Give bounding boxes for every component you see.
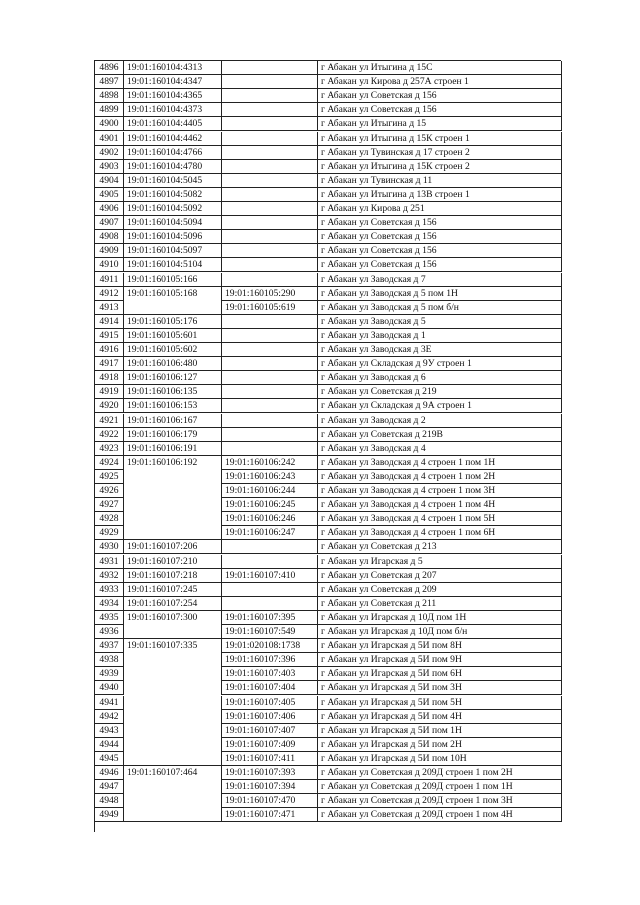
row-number: 4931 — [95, 555, 124, 569]
table-row — [95, 75, 562, 89]
row-number: 4899 — [95, 103, 124, 117]
address: г Абакан ул Советская д 156 — [318, 244, 562, 258]
address: г Абакан ул Советская д 209Д строен 1 пом 4Н — [318, 808, 562, 822]
cadastral-number — [124, 794, 222, 808]
row-number: 4949 — [95, 808, 124, 822]
cadastral-number: 19:01:160104:4365 — [124, 89, 222, 103]
cadastral-number: 19:01:160104:5082 — [124, 188, 222, 202]
cadastral-number: 19:01:160106:153 — [124, 399, 222, 413]
address: г Абакан ул Складская д 9У строен 1 — [318, 357, 562, 371]
address: г Абакан ул Игарская д 5И пом 8Н — [318, 639, 562, 653]
cadastral-number: 19:01:160107:464 — [124, 766, 222, 780]
table-row — [95, 470, 562, 484]
cadastral-number: 19:01:160106:179 — [124, 428, 222, 442]
row-number: 4930 — [95, 540, 124, 554]
address: г Абакан ул Тувинская д 11 — [318, 174, 562, 188]
object-number — [222, 428, 318, 442]
object-number — [222, 258, 318, 272]
table-row — [95, 681, 562, 695]
object-number: 19:01:160107:396 — [222, 653, 318, 667]
table-row — [95, 273, 562, 287]
cadastral-number: 19:01:160104:4373 — [124, 103, 222, 117]
table-row — [95, 230, 562, 244]
object-number — [222, 343, 318, 357]
cadastral-number — [124, 710, 222, 724]
object-number: 19:01:160105:619 — [222, 301, 318, 315]
row-number: 4907 — [95, 216, 124, 230]
object-number — [222, 160, 318, 174]
table-row — [95, 301, 562, 315]
table-row — [95, 343, 562, 357]
address: г Абакан ул Заводская д 7 — [318, 273, 562, 287]
cadastral-number: 19:01:160104:5092 — [124, 202, 222, 216]
object-number — [222, 244, 318, 258]
table-row — [95, 414, 562, 428]
object-number — [222, 442, 318, 456]
row-number: 4928 — [95, 512, 124, 526]
object-number — [222, 89, 318, 103]
table-row — [95, 216, 562, 230]
object-number: 19:01:160106:246 — [222, 512, 318, 526]
row-number: 4922 — [95, 428, 124, 442]
row-number: 4905 — [95, 188, 124, 202]
address: г Абакан ул Игарская д 10Д пом 1Н — [318, 611, 562, 625]
object-number — [222, 385, 318, 399]
row-number: 4938 — [95, 653, 124, 667]
object-number: 19:01:160107:411 — [222, 752, 318, 766]
row-number: 4921 — [95, 414, 124, 428]
cadastral-number: 19:01:160104:5097 — [124, 244, 222, 258]
row-number: 4903 — [95, 160, 124, 174]
object-number: 19:01:160107:407 — [222, 724, 318, 738]
table-row — [95, 780, 562, 794]
table-row — [95, 625, 562, 639]
address: г Абакан ул Складская д 9А строен 1 — [318, 399, 562, 413]
row-number: 4945 — [95, 752, 124, 766]
table-row — [95, 456, 562, 470]
object-number: 19:01:160106:243 — [222, 470, 318, 484]
object-number — [222, 555, 318, 569]
object-number — [222, 273, 318, 287]
cadastral-number: 19:01:160104:4347 — [124, 75, 222, 89]
address: г Абакан ул Советская д 209Д строен 1 пом 3Н — [318, 794, 562, 808]
object-number — [222, 371, 318, 385]
table-row — [95, 597, 562, 611]
object-number: 19:01:160107:470 — [222, 794, 318, 808]
address: г Абакан ул Игарская д 5И пом 3Н — [318, 681, 562, 695]
address: г Абакан ул Заводская д 5 — [318, 315, 562, 329]
table-row — [95, 399, 562, 413]
table-row — [95, 794, 562, 808]
address: г Абакан ул Советская д 156 — [318, 103, 562, 117]
table-row — [95, 442, 562, 456]
address: г Абакан ул Игарская д 5И пом 2Н — [318, 738, 562, 752]
cadastral-number: 19:01:160106:167 — [124, 414, 222, 428]
cadastral-number — [124, 498, 222, 512]
table-row — [95, 315, 562, 329]
table-row — [95, 611, 562, 625]
address: г Абакан ул Заводская д 4 строен 1 пом 3Н — [318, 484, 562, 498]
address: г Абакан ул Игарская д 5И пом 1Н — [318, 724, 562, 738]
address: г Абакан ул Игарская д 5И пом 6Н — [318, 667, 562, 681]
row-number: 4929 — [95, 526, 124, 540]
object-number: 19:01:160105:290 — [222, 287, 318, 301]
row-number: 4937 — [95, 639, 124, 653]
address: г Абакан ул Итыгина д 13В строен 1 — [318, 188, 562, 202]
table-row — [95, 498, 562, 512]
address: г Абакан ул Заводская д 2 — [318, 414, 562, 428]
row-number: 4909 — [95, 244, 124, 258]
address: г Абакан ул Заводская д 4 строен 1 пом 6Н — [318, 526, 562, 540]
cadastral-number: 19:01:160104:4313 — [124, 61, 222, 75]
address: г Абакан ул Итыгина д 15 — [318, 117, 562, 131]
row-number: 4910 — [95, 258, 124, 272]
table-row — [95, 428, 562, 442]
register-table — [94, 60, 561, 832]
address: г Абакан ул Заводская д 4 строен 1 пом 5Н — [318, 512, 562, 526]
address: г Абакан ул Игарская д 5И пом 9Н — [318, 653, 562, 667]
cadastral-number — [124, 653, 222, 667]
object-number: 19:01:160107:403 — [222, 667, 318, 681]
table-row — [95, 132, 562, 146]
address: г Абакан ул Советская д 207 — [318, 569, 562, 583]
table-row — [95, 512, 562, 526]
row-number: 4925 — [95, 470, 124, 484]
cadastral-number — [124, 738, 222, 752]
address: г Абакан ул Кирова д 257А строен 1 — [318, 75, 562, 89]
address: г Абакан ул Заводская д 5 пом б/н — [318, 301, 562, 315]
address: г Абакан ул Заводская д 4 строен 1 пом 4Н — [318, 498, 562, 512]
address: г Абакан ул Советская д 209 — [318, 583, 562, 597]
cadastral-number: 19:01:160104:5045 — [124, 174, 222, 188]
row-number: 4936 — [95, 625, 124, 639]
address: г Абакан ул Советская д 209Д строен 1 пом 1Н — [318, 780, 562, 794]
object-number: 19:01:160106:242 — [222, 456, 318, 470]
table-row — [95, 724, 562, 738]
table-row — [95, 103, 562, 117]
table-row — [95, 61, 562, 75]
address: г Абакан ул Итыгина д 15К строен 1 — [318, 132, 562, 146]
address: г Абакан ул Заводская д 4 строен 1 пом 2Н — [318, 470, 562, 484]
cadastral-number — [124, 667, 222, 681]
table-row — [95, 287, 562, 301]
address: г Абакан ул Советская д 219 — [318, 385, 562, 399]
cadastral-number: 19:01:160105:176 — [124, 315, 222, 329]
object-number — [222, 583, 318, 597]
cadastral-number: 19:01:160105:166 — [124, 273, 222, 287]
object-number — [222, 399, 318, 413]
address: г Абакан ул Заводская д 3Е — [318, 343, 562, 357]
address: г Абакан ул Советская д 211 — [318, 597, 562, 611]
table-row — [95, 752, 562, 766]
cadastral-number: 19:01:160105:601 — [124, 329, 222, 343]
cadastral-number: 19:01:160107:210 — [124, 555, 222, 569]
address: г Абакан ул Игарская д 5И пом 10Н — [318, 752, 562, 766]
cadastral-number: 19:01:160105:168 — [124, 287, 222, 301]
row-number: 4898 — [95, 89, 124, 103]
table-row — [95, 202, 562, 216]
object-number — [222, 146, 318, 160]
cadastral-number: 19:01:160104:4462 — [124, 132, 222, 146]
cadastral-number — [124, 681, 222, 695]
cadastral-number: 19:01:160106:135 — [124, 385, 222, 399]
cadastral-number: 19:01:160106:191 — [124, 442, 222, 456]
row-number: 4944 — [95, 738, 124, 752]
object-number: 19:01:160107:404 — [222, 681, 318, 695]
row-number: 4940 — [95, 681, 124, 695]
row-number: 4939 — [95, 667, 124, 681]
cadastral-number: 19:01:160107:206 — [124, 540, 222, 554]
table-row — [95, 385, 562, 399]
table-row — [95, 357, 562, 371]
address: г Абакан ул Кирова д 251 — [318, 202, 562, 216]
address: г Абакан ул Игарская д 5И пом 5Н — [318, 696, 562, 710]
table-row — [95, 766, 562, 780]
object-number — [222, 216, 318, 230]
object-number — [222, 103, 318, 117]
row-number: 4915 — [95, 329, 124, 343]
table-row — [95, 555, 562, 569]
table-row — [95, 174, 562, 188]
row-number: 4924 — [95, 456, 124, 470]
table-row — [95, 710, 562, 724]
row-number: 4900 — [95, 117, 124, 131]
row-number: 4948 — [95, 794, 124, 808]
cadastral-number: 19:01:160106:480 — [124, 357, 222, 371]
address: г Абакан ул Советская д 156 — [318, 89, 562, 103]
address: г Абакан ул Советская д 156 — [318, 230, 562, 244]
address: г Абакан ул Советская д 219В — [318, 428, 562, 442]
row-number: 4902 — [95, 146, 124, 160]
row-number: 4933 — [95, 583, 124, 597]
table-row — [95, 808, 562, 822]
object-number — [222, 230, 318, 244]
row-number: 4943 — [95, 724, 124, 738]
address: г Абакан ул Советская д 156 — [318, 258, 562, 272]
row-number: 4946 — [95, 766, 124, 780]
row-number: 4918 — [95, 371, 124, 385]
address: г Абакан ул Советская д 209Д строен 1 пом 2Н — [318, 766, 562, 780]
object-number: 19:01:160106:244 — [222, 484, 318, 498]
object-number — [222, 117, 318, 131]
table-row — [95, 329, 562, 343]
cadastral-number: 19:01:160106:127 — [124, 371, 222, 385]
object-number: 19:01:160107:394 — [222, 780, 318, 794]
row-number: 4913 — [95, 301, 124, 315]
row-number: 4920 — [95, 399, 124, 413]
cadastral-number: 19:01:160104:4405 — [124, 117, 222, 131]
address: г Абакан ул Тувинская д 17 строен 2 — [318, 146, 562, 160]
address: г Абакан ул Заводская д 4 — [318, 442, 562, 456]
cadastral-number — [124, 526, 222, 540]
row-number: 4947 — [95, 780, 124, 794]
cadastral-number — [124, 484, 222, 498]
table-row — [95, 696, 562, 710]
row-number: 4904 — [95, 174, 124, 188]
cadastral-number — [124, 724, 222, 738]
object-number: 19:01:160107:406 — [222, 710, 318, 724]
table-row — [95, 371, 562, 385]
row-number: 4916 — [95, 343, 124, 357]
object-number: 19:01:160106:245 — [222, 498, 318, 512]
object-number — [222, 174, 318, 188]
row-number: 4934 — [95, 597, 124, 611]
cadastral-number — [124, 752, 222, 766]
object-number: 19:01:160107:409 — [222, 738, 318, 752]
object-number: 19:01:160107:393 — [222, 766, 318, 780]
row-number: 4917 — [95, 357, 124, 371]
table-row — [95, 484, 562, 498]
address: г Абакан ул Советская д 156 — [318, 216, 562, 230]
cadastral-number — [124, 512, 222, 526]
cadastral-number: 19:01:160107:218 — [124, 569, 222, 583]
cadastral-number: 19:01:160104:5104 — [124, 258, 222, 272]
object-number — [222, 357, 318, 371]
cadastral-number: 19:01:160104:5094 — [124, 216, 222, 230]
object-number — [222, 132, 318, 146]
object-number — [222, 315, 318, 329]
row-number: 4912 — [95, 287, 124, 301]
table-row — [95, 146, 562, 160]
object-number: 19:01:160106:247 — [222, 526, 318, 540]
row-number: 4906 — [95, 202, 124, 216]
address: г Абакан ул Игарская д 5И пом 4Н — [318, 710, 562, 724]
object-number — [222, 61, 318, 75]
address: г Абакан ул Игарская д 10Д пом б/н — [318, 625, 562, 639]
table-row — [95, 583, 562, 597]
cadastral-number: 19:01:160107:245 — [124, 583, 222, 597]
cadastral-number: 19:01:160107:335 — [124, 639, 222, 653]
object-number: 19:01:160107:410 — [222, 569, 318, 583]
cadastral-number — [124, 808, 222, 822]
address: г Абакан ул Заводская д 1 — [318, 329, 562, 343]
row-number: 4908 — [95, 230, 124, 244]
table-row — [95, 526, 562, 540]
cadastral-number — [124, 696, 222, 710]
object-number: 19:01:160107:471 — [222, 808, 318, 822]
cadastral-number: 19:01:160105:602 — [124, 343, 222, 357]
row-number: 4935 — [95, 611, 124, 625]
table-row — [95, 738, 562, 752]
address: г Абакан ул Итыгина д 15К строен 2 — [318, 160, 562, 174]
table-row — [95, 117, 562, 131]
object-number — [222, 540, 318, 554]
cadastral-number: 19:01:160107:300 — [124, 611, 222, 625]
object-number — [222, 414, 318, 428]
row-number: 4897 — [95, 75, 124, 89]
address: г Абакан ул Игарская д 5 — [318, 555, 562, 569]
table-row — [95, 258, 562, 272]
address: г Абакан ул Заводская д 5 пом 1Н — [318, 287, 562, 301]
cadastral-number — [124, 625, 222, 639]
address: г Абакан ул Заводская д 4 строен 1 пом 1Н — [318, 456, 562, 470]
row-number: 4911 — [95, 273, 124, 287]
address: г Абакан ул Итыгина д 15С — [318, 61, 562, 75]
row-number: 4914 — [95, 315, 124, 329]
row-number: 4901 — [95, 132, 124, 146]
table-row — [95, 188, 562, 202]
address: г Абакан ул Заводская д 6 — [318, 371, 562, 385]
object-number: 19:01:160107:405 — [222, 696, 318, 710]
row-number: 4932 — [95, 569, 124, 583]
object-number — [222, 188, 318, 202]
table-row — [95, 540, 562, 554]
row-number: 4919 — [95, 385, 124, 399]
table-row — [95, 639, 562, 653]
object-number — [222, 202, 318, 216]
table-row — [95, 667, 562, 681]
row-number: 4896 — [95, 61, 124, 75]
row-number: 4923 — [95, 442, 124, 456]
object-number — [222, 329, 318, 343]
row-number: 4941 — [95, 696, 124, 710]
cadastral-number: 19:01:160104:5096 — [124, 230, 222, 244]
object-number: 19:01:160107:549 — [222, 625, 318, 639]
cadastral-number: 19:01:160104:4766 — [124, 146, 222, 160]
object-number: 19:01:020108:1738 — [222, 639, 318, 653]
table-row — [95, 244, 562, 258]
row-number: 4926 — [95, 484, 124, 498]
cadastral-number: 19:01:160106:192 — [124, 456, 222, 470]
row-number: 4927 — [95, 498, 124, 512]
object-number — [222, 597, 318, 611]
object-number: 19:01:160107:395 — [222, 611, 318, 625]
cadastral-number — [124, 470, 222, 484]
table-row — [95, 160, 562, 174]
row-number: 4942 — [95, 710, 124, 724]
cadastral-number — [124, 780, 222, 794]
cadastral-number: 19:01:160104:4780 — [124, 160, 222, 174]
object-number — [222, 75, 318, 89]
table-row — [95, 653, 562, 667]
table-row — [95, 89, 562, 103]
cadastral-number — [124, 301, 222, 315]
table-row — [95, 569, 562, 583]
cadastral-number: 19:01:160107:254 — [124, 597, 222, 611]
address: г Абакан ул Советская д 213 — [318, 540, 562, 554]
